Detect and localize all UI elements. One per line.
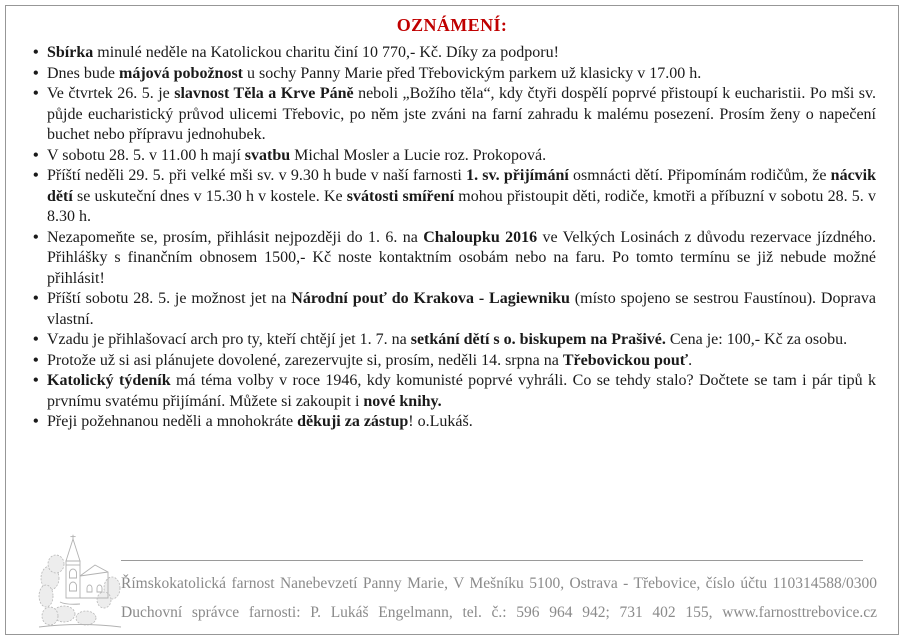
announcement-item — [47, 166, 876, 228]
announcement-emphasis: Sbírka — [47, 44, 94, 61]
announcement-text: V sobotu 28. 5. v 11.00 h mají — [47, 146, 245, 164]
announcement-emphasis: svatbu — [244, 146, 291, 164]
announcement-emphasis: Třebovickou pouť — [562, 351, 689, 369]
announcement-text: Vzadu je přihlašovací arch pro ty, kteří chtějí jet 1. 7. na — [47, 331, 411, 348]
announcement-emphasis: májová pobožnost — [118, 64, 243, 82]
announcement-emphasis: děkuji za zástup — [297, 413, 409, 430]
announcement-text: Michal Mosler a Lucie roz. Prokopová. — [290, 146, 547, 164]
announcement-text: ! o.Lukáš. — [408, 413, 473, 430]
announcement-text: osmnácti dětí. Připomínám rodičům, že — [568, 167, 831, 184]
footer-text-block — [121, 560, 877, 627]
announcement-text: (místo spojeno se sestrou Faustínou). Doprava vlastní. — [47, 290, 876, 328]
announcement-text: Ve čtvrtek 26. 5. je — [47, 85, 175, 102]
announcement-text: . — [688, 351, 693, 369]
announcement-item — [47, 146, 876, 167]
announcement-text: mohou přistoupit děti, rodiče, kmotři a příbuzní v sobotu 28. 5. v 8.30 h. — [47, 187, 877, 225]
announcement-emphasis: nové knihy. — [363, 392, 442, 410]
announcement-item — [47, 330, 876, 351]
announcement-text: Příští sobotu 28. 5. je možnost jet na — [47, 290, 292, 307]
announcement-emphasis: slavnost Těla a Krve Páně — [174, 85, 354, 102]
announcement-text: Dnes bude — [47, 64, 119, 82]
announcements-list — [6, 43, 898, 433]
footer-contact-info: Duchovní správce farnosti: P. Lukáš Engelmann, tel. č.: 596 964 942; 731 402 155, www.farnosttrebovice.cz — [121, 603, 877, 621]
announcement-item — [47, 64, 876, 85]
announcement-text: Cena je: 100,- Kč za osobu. — [665, 331, 848, 348]
announcement-item — [47, 228, 876, 290]
footer-divider — [121, 560, 863, 561]
footer — [6, 532, 898, 634]
announcement-item — [47, 289, 876, 330]
announcement-emphasis: 1. sv. přijímání — [466, 167, 569, 184]
announcement-text: minulé neděle na Katolickou charitu činí 10 770,- Kč. Díky za podporu! — [93, 44, 559, 61]
announcement-text: má téma volby v roce 1946, kdy komunisté poprvé vyhráli. Co se tehdy stalo? Dočtete se tam i pár tipů k prvnímu svatému přijímání. Můžete si zakoupit i — [47, 372, 877, 410]
announcement-text: Příští neděli 29. 5. při velké mši sv. v 9.30 h bude v naší farnosti — [47, 167, 467, 184]
announcement-item — [47, 43, 876, 64]
announcement-text: Nezapomeňte se, prosím, přihlásit nejpozději do 1. 6. na — [47, 228, 424, 246]
announcement-item — [47, 84, 876, 146]
church-illustration-icon — [36, 534, 124, 633]
announcement-text: se uskuteční dnes v 15.30 h v kostele. Ke — [72, 187, 347, 205]
footer-parish-info: Římskokatolická farnost Nanebevzetí Panny Marie, V Mešníku 5100, Ostrava - Třebovice, číslo účtu 110314588/0300 — [121, 575, 877, 592]
announcement-item — [47, 371, 876, 412]
announcement-text: ve Velkých Losinách z důvodu rezervace jízdného. Přihlášky s finančním obnosem 1500,- Kč noste kontaktním osobám nebo na faru. Po tomto termínu se již nebude možné přihlásit! — [47, 228, 876, 287]
announcement-text: Přeji požehnanou neděli a mnohokráte — [47, 413, 298, 430]
announcement-item — [47, 351, 876, 372]
announcement-emphasis: Chaloupku 2016 — [423, 228, 538, 246]
announcement-text: Protože už si asi plánujete dovolené, zarezervujte si, prosím, neděli 14. srpna na — [47, 351, 563, 369]
announcement-emphasis: nácvik dětí — [47, 167, 877, 205]
announcement-item — [47, 412, 876, 433]
page-title: OZNÁMENÍ: — [396, 15, 508, 35]
announcement-emphasis: setkání dětí s o. biskupem na Prašivé. — [410, 331, 666, 348]
announcement-emphasis: Národní pouť do Krakova - Lagiewniku — [291, 290, 570, 307]
announcement-text: u sochy Panny Marie před Třebovickým parkem už klasicky v 17.00 h. — [243, 64, 702, 82]
announcement-text: neboli „Božího těla“, kdy čtyři dospělí poprvé přistoupí k eucharistii. Po mši sv. půjde eucharistický průvod ulicemi Třebovic, po něm jste zváni na farní zahradu k malému posezení. Prosím ženy o napečení buchet nebo přípravu jednohubek. — [47, 85, 876, 143]
announcement-sheet — [5, 5, 899, 635]
announcement-emphasis: svátosti smíření — [346, 187, 455, 205]
announcement-emphasis: Katolický týdeník — [47, 372, 171, 389]
